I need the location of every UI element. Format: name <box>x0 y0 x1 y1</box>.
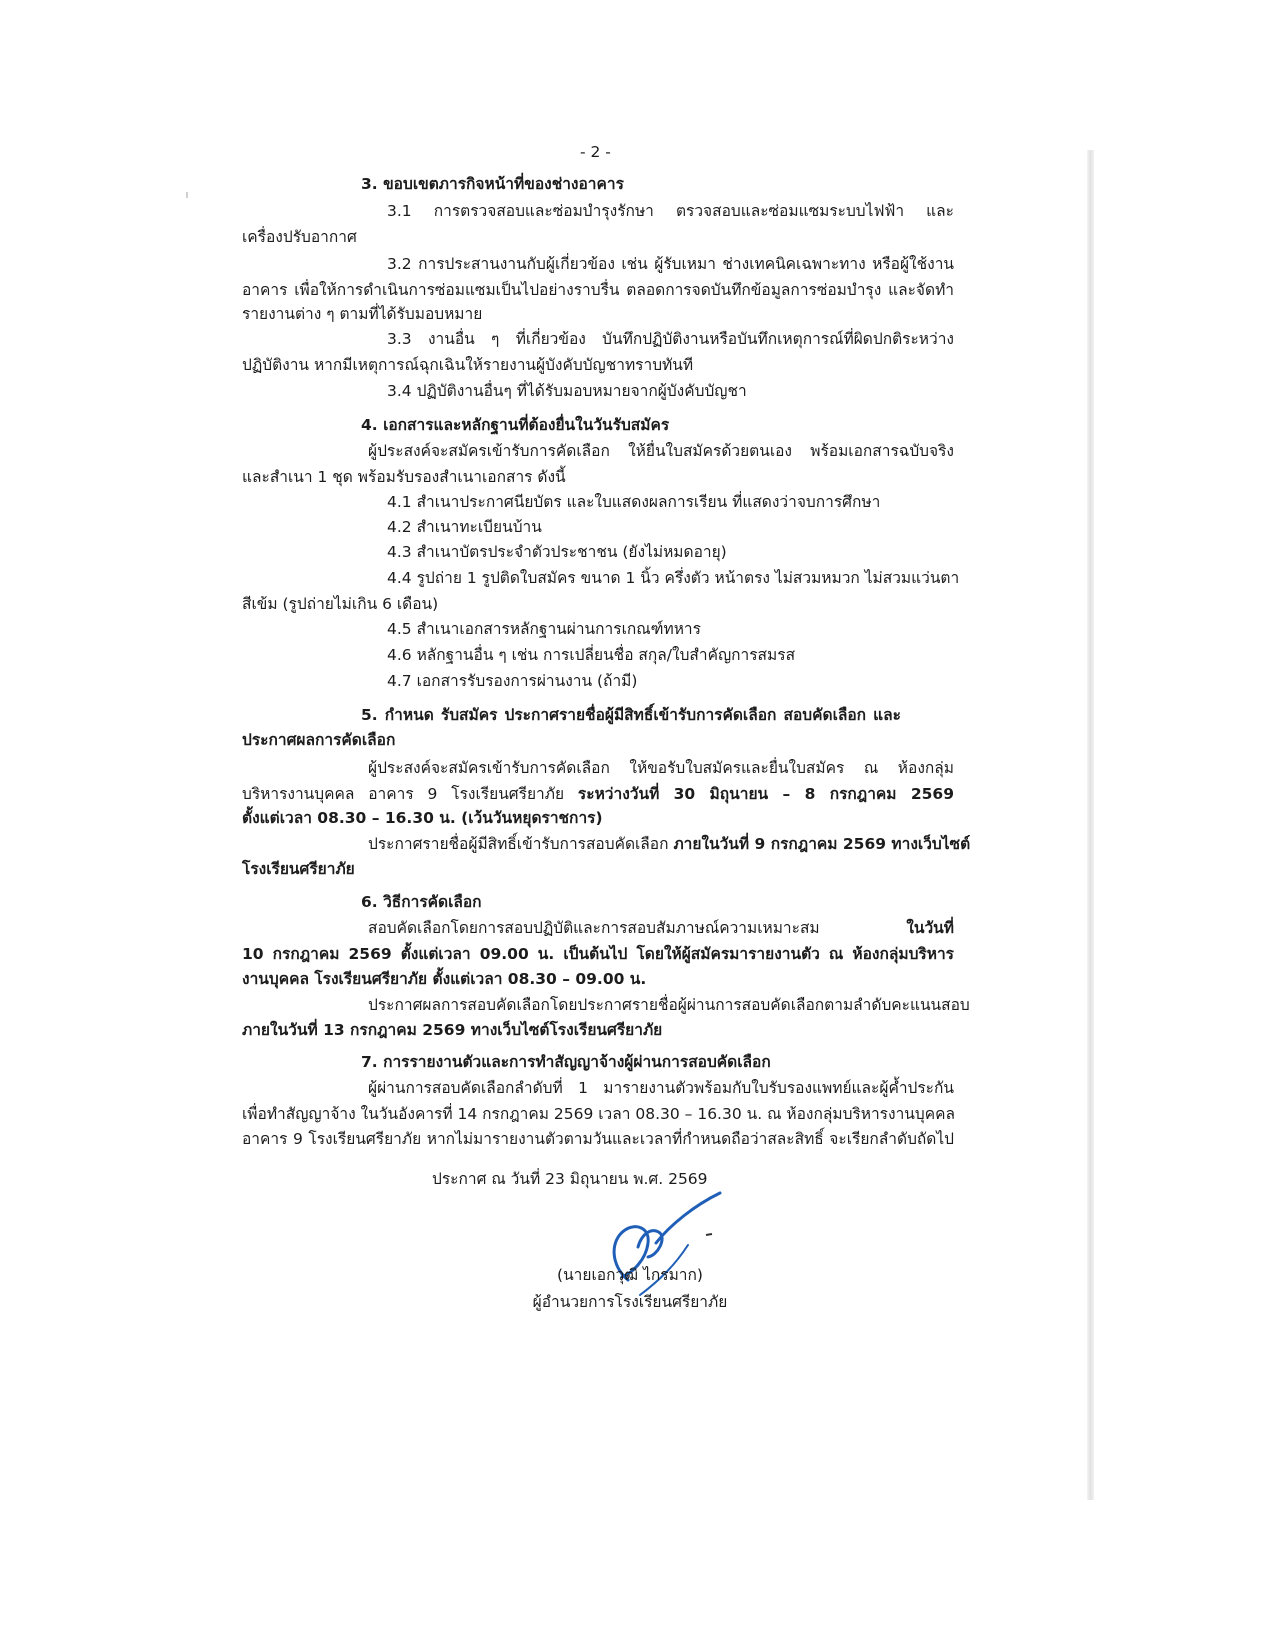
signer-title: ผู้อำนวยการโรงเรียนศรียาภัย <box>532 1293 728 1311</box>
item-3-2-line-1: 3.2 การประสานงานกับผู้เกี่ยวข้อง เช่น ผู้รับเหมา ช่างเทคนิคเฉพาะทาง หรือผู้ใช้งาน <box>387 255 954 273</box>
item-4-3: 4.3 สำเนาบัตรประจำตัวประชาชน (ยังไม่หมดอายุ) <box>387 543 727 561</box>
section-5-list-line-2: โรงเรียนศรียาภัย <box>242 860 355 878</box>
section-6-method: สอบคัดเลือกโดยการสอบปฏิบัติและการสอบสัมภาษณ์ความเหมาะสม <box>368 919 907 937</box>
signature-image <box>570 1185 730 1305</box>
scan-edge-shadow <box>1087 150 1094 1500</box>
section-5-para-line-1: ผู้ประสงค์จะสมัครเข้ารับการคัดเลือก ให้ขอรับใบสมัครและยื่นใบสมัคร ณ ห้องกลุ่ม <box>368 759 954 777</box>
section-5-list-date: ภายในวันที่ 9 กรกฎาคม 2569 ทางเว็บไซต์ <box>673 835 971 853</box>
section-4-para-line-1: ผู้ประสงค์จะสมัครเข้ารับการคัดเลือก ให้ยื่นใบสมัครด้วยตนเอง พร้อมเอกสารฉบับจริง <box>368 442 954 460</box>
item-4-4-line-1: 4.4 รูปถ่าย 1 รูปติดใบสมัคร ขนาด 1 นิ้ว ครึ่งตัว หน้าตรง ไม่สวมหมวก ไม่สวมแว่นตา <box>387 569 960 587</box>
section-4-para-line-2: และสำเนา 1 ชุด พร้อมรับรองสำเนาเอกสาร ดังนี้ <box>242 468 566 486</box>
section-5-list-text: ประกาศรายชื่อผู้มีสิทธิ์เข้ารับการสอบคัดเลือก <box>368 835 674 853</box>
item-4-7: 4.7 เอกสารรับรองการผ่านงาน (ถ้ามี) <box>387 672 638 690</box>
item-3-2-line-3: รายงานต่าง ๆ ตามที่ได้รับมอบหมาย <box>242 305 483 323</box>
item-4-4-line-2: สีเข้ม (รูปถ่ายไม่เกิน 6 เดือน) <box>242 595 439 613</box>
item-4-6: 4.6 หลักฐานอื่น ๆ เช่น การเปลี่ยนชื่อ สกุล/ใบสำคัญการสมรส <box>387 646 796 664</box>
page-number: - 2 - <box>580 143 611 161</box>
item-4-2: 4.2 สำเนาทะเบียนบ้าน <box>387 518 542 536</box>
section-7-para-line-3: อาคาร 9 โรงเรียนศรียาภัย หากไม่มารายงานตัวตามวันและเวลาที่กำหนดถือว่าสละสิทธิ์ จะเรียกลำดับถัดไป <box>242 1130 954 1148</box>
section-6-para-line-2: 10 กรกฎาคม 2569 ตั้งแต่เวลา 09.00 น. เป็นต้นไป โดยให้ผู้สมัครมารายงานตัว ณ ห้องกลุ่มบริหาร <box>242 945 954 963</box>
section-5-list-line-1 <box>368 832 971 856</box>
section-6-para-line-3: งานบุคคล โรงเรียนศรียาภัย ตั้งแต่เวลา 08.30 – 09.00 น. <box>242 970 647 988</box>
item-3-1-line-1: 3.1 การตรวจสอบและซ่อมบำรุงรักษา ตรวจสอบและซ่อมแซมระบบไฟฟ้า และ <box>387 202 954 220</box>
section-5-venue: บริหารงานบุคคล อาคาร 9 โรงเรียนศรียาภัย <box>242 785 578 803</box>
item-3-1-line-2: เครื่องปรับอากาศ <box>242 228 357 246</box>
section-6-heading: 6. วิธีการคัดเลือก <box>361 893 482 911</box>
section-5-apply-time: ตั้งแต่เวลา 08.30 – 16.30 น. (เว้นวันหยุดราชการ) <box>242 809 603 827</box>
section-6-result-line-1: ประกาศผลการสอบคัดเลือกโดยประกาศรายชื่อผู้ผ่านการสอบคัดเลือกตามลำดับคะแนนสอบ <box>368 996 970 1014</box>
section-7-heading: 7. การรายงานตัวและการทำสัญญาจ้างผู้ผ่านการสอบคัดเลือก <box>361 1053 771 1071</box>
section-5-heading-line-2: ประกาศผลการคัดเลือก <box>242 731 396 749</box>
item-4-1: 4.1 สำเนาประกาศนียบัตร และใบแสดงผลการเรียน ที่แสดงว่าจบการศึกษา <box>387 493 881 511</box>
section-7-para-line-1: ผู้ผ่านการสอบคัดเลือกลำดับที่ 1 มารายงานตัวพร้อมกับใบรับรองแพทย์และผู้ค้ำประกัน <box>368 1079 954 1097</box>
item-3-2-line-2: อาคาร เพื่อให้การดำเนินการซ่อมแซมเป็นไปอย่างราบรื่น ตลอดการจดบันทึกข้อมูลการซ่อมบำรุง และจัดทำ <box>242 281 954 299</box>
section-5-para-line-2 <box>242 782 954 806</box>
item-3-3-line-1: 3.3 งานอื่น ๆ ที่เกี่ยวข้อง บันทึกปฏิบัติงานหรือบันทึกเหตุการณ์ที่ผิดปกติระหว่าง <box>387 330 954 348</box>
section-6-result-line-2: ภายในวันที่ 13 กรกฎาคม 2569 ทางเว็บไซต์โรงเรียนศรียาภัย <box>242 1021 663 1039</box>
signer-name: (นายเอกวุฒิ ไกรมาก) <box>557 1266 703 1284</box>
item-4-5: 4.5 สำเนาเอกสารหลักฐานผ่านการเกณฑ์ทหาร <box>387 620 701 638</box>
section-5-apply-period: ระหว่างวันที่ 30 มิถุนายน – 8 กรกฎาคม 2569 <box>577 785 954 803</box>
section-6-on-date: ในวันที่ <box>906 919 954 937</box>
item-3-3-line-2: ปฏิบัติงาน หากมีเหตุการณ์ฉุกเฉินให้รายงานผู้บังคับบัญชาทราบทันที <box>242 356 694 374</box>
section-3-heading: 3. ขอบเขตภารกิจหน้าที่ของช่างอาคาร <box>361 175 624 193</box>
section-5-heading-line-1: 5. กำหนด รับสมัคร ประกาศรายชื่อผู้มีสิทธิ์เข้ารับการคัดเลือก สอบคัดเลือก และ <box>361 706 901 724</box>
announcement-date: ประกาศ ณ วันที่ 23 มิถุนายน พ.ศ. 2569 <box>432 1170 708 1188</box>
section-7-para-line-2: เพื่อทำสัญญาจ้าง ในวันอังคารที่ 14 กรกฎาคม 2569 เวลา 08.30 – 16.30 น. ณ ห้องกลุ่มบริหารงานบุคคล <box>242 1105 955 1123</box>
section-6-para-line-1 <box>368 916 954 940</box>
scan-speck <box>186 192 188 198</box>
section-4-heading: 4. เอกสารและหลักฐานที่ต้องยื่นในวันรับสมัคร <box>361 416 670 434</box>
item-3-4: 3.4 ปฏิบัติงานอื่นๆ ที่ได้รับมอบหมายจากผู้บังคับบัญชา <box>387 382 747 400</box>
